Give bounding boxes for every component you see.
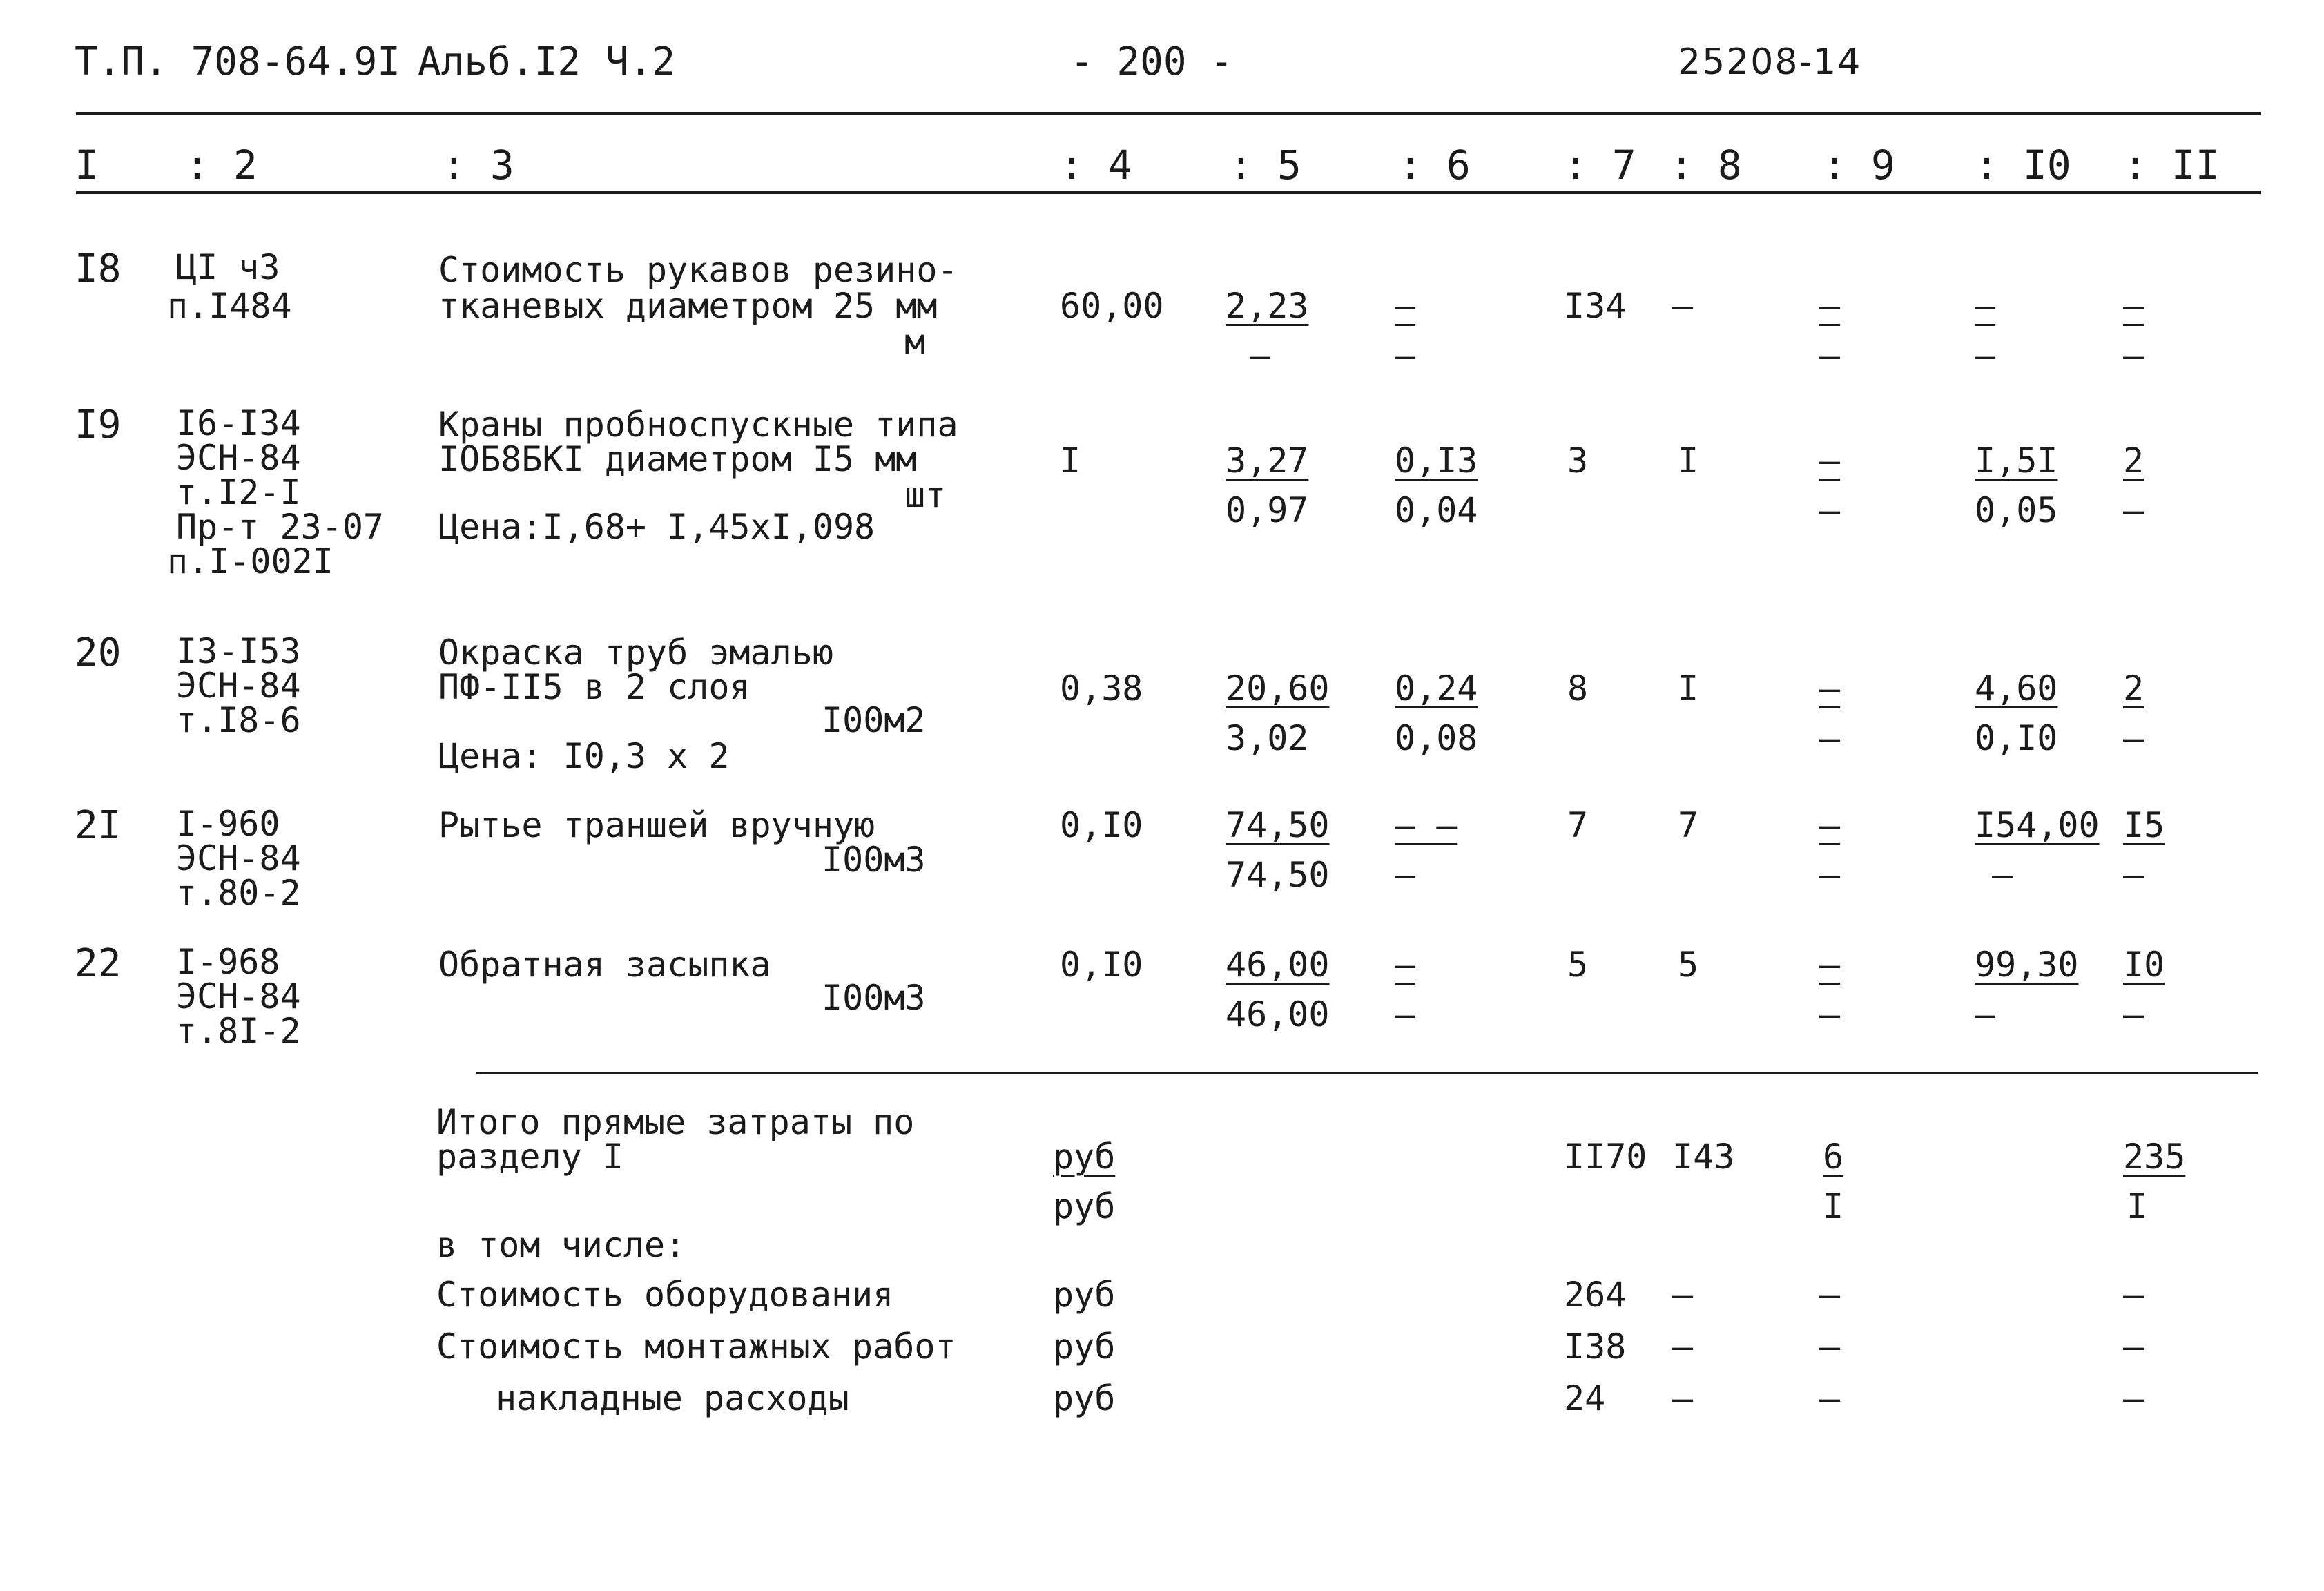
summary-item-col11: –: [2123, 1275, 2144, 1315]
row-col8: –: [1672, 286, 1694, 326]
row-code-line: I3-I53: [176, 631, 301, 671]
row-col11-bottom: –: [2123, 855, 2144, 895]
row-col7: 7: [1567, 805, 1589, 845]
row-code-line: т.80-2: [176, 873, 301, 913]
column-header-7: : 7: [1564, 142, 1636, 189]
row-col11-top: 2: [2123, 668, 2144, 708]
row-code-line: ЦI ч3: [176, 247, 280, 287]
row-col10-top: I54,00: [1975, 805, 2100, 845]
row-col6-bottom: –: [1395, 336, 1416, 376]
summary-total-label: Итого прямые затраты по: [436, 1102, 915, 1142]
row-code-line: ЭСН-84: [176, 666, 301, 706]
column-header-11: : II: [2123, 142, 2220, 189]
column-header-5: : 5: [1229, 142, 1301, 189]
row-col11-top: –: [2123, 286, 2144, 326]
row-code-line: I-960: [176, 804, 280, 844]
row-col6-bottom: –: [1395, 855, 1416, 895]
header-bottom-rule: [76, 191, 2261, 194]
column-header-1: I: [75, 142, 99, 189]
row-quantity: 0,I0: [1060, 805, 1143, 845]
row-col6-top: –: [1395, 286, 1416, 326]
column-header-6: : 6: [1398, 142, 1471, 189]
row-quantity: 0,38: [1060, 668, 1143, 708]
row-price-note: Цена: I0,3 x 2: [438, 736, 730, 776]
summary-total-label: разделу I: [436, 1137, 623, 1177]
row-col5-bottom: –: [1250, 336, 1271, 376]
row-col5-bottom: 46,00: [1226, 994, 1330, 1034]
album-number: Альб.I2: [418, 39, 581, 84]
row-col9-bottom: –: [1819, 490, 1841, 530]
row-col11-bottom: –: [2123, 490, 2144, 530]
row-col8: 5: [1678, 945, 1699, 985]
summary-item-label: Стоимость монтажных работ: [436, 1327, 956, 1367]
row-number: 22: [75, 941, 122, 986]
summary-total-col9-top: 6: [1823, 1137, 1844, 1177]
header-top-rule: [76, 112, 2261, 115]
row-col7: I34: [1564, 286, 1627, 326]
row-col9-bottom: –: [1819, 994, 1841, 1034]
row-col5-bottom: 3,02: [1226, 718, 1309, 758]
summary-item-col11: –: [2123, 1378, 2144, 1418]
column-header-3: : 3: [442, 142, 514, 189]
row-col11-bottom: –: [2123, 336, 2144, 376]
row-price-note: Цена:I,68+ I,45xI,098: [438, 507, 875, 547]
row-description-line: ПФ-II5 в 2 слоя: [438, 667, 751, 707]
row-description-line: IОБ8БКI диаметром I5 мм: [438, 439, 917, 479]
summary-item-unit: руб: [1053, 1327, 1116, 1367]
column-header-9: : 9: [1823, 142, 1895, 189]
summary-separator-rule: [476, 1072, 2258, 1074]
row-col9-bottom: –: [1819, 718, 1841, 758]
summary-item-label: Стоимость оборудования: [436, 1275, 894, 1315]
row-unit: I00м3: [822, 978, 926, 1018]
row-col5-top: 20,60: [1226, 668, 1330, 708]
summary-total-unit-top: руб: [1053, 1137, 1116, 1177]
row-col10-bottom: –: [1992, 855, 2013, 895]
row-col7: 5: [1567, 945, 1589, 985]
row-col6-top: – –: [1395, 805, 1458, 845]
row-col10-bottom: 0,I0: [1975, 718, 2058, 758]
summary-item-col9: –: [1819, 1275, 1841, 1315]
row-col6-top: 0,I3: [1395, 441, 1478, 481]
row-code-line: Пр-т 23-07: [176, 507, 385, 547]
row-unit: м: [904, 322, 926, 362]
row-col6-bottom: 0,08: [1395, 718, 1478, 758]
row-col8: 7: [1678, 805, 1699, 845]
row-col5-top: 74,50: [1226, 805, 1330, 845]
row-col7: 8: [1567, 668, 1589, 708]
row-col9-top: –: [1819, 668, 1841, 708]
summary-total-col11-top: 235: [2123, 1137, 2186, 1177]
row-number: 2I: [75, 803, 122, 848]
column-header-10: : I0: [1975, 142, 2071, 189]
row-number: I9: [75, 403, 122, 447]
row-col6-bottom: –: [1395, 994, 1416, 1034]
row-col10-top: 99,30: [1975, 945, 2079, 985]
summary-item-col7: 264: [1564, 1275, 1627, 1315]
summary-item-label: накладные расходы: [496, 1378, 849, 1418]
column-header-2: : 2: [185, 142, 258, 189]
summary-item-col9: –: [1819, 1378, 1841, 1418]
summary-item-col7: I38: [1564, 1327, 1627, 1367]
row-col10-top: 4,60: [1975, 668, 2058, 708]
page-number: - 200 -: [1070, 39, 1234, 84]
row-unit: шт: [904, 475, 947, 515]
row-col9-top: –: [1819, 286, 1841, 326]
column-header-4: : 4: [1060, 142, 1132, 189]
summary-item-col11: –: [2123, 1327, 2144, 1367]
row-col6-top: 0,24: [1395, 668, 1478, 708]
row-code-line: т.I2-I: [176, 472, 301, 512]
row-col8: I: [1678, 668, 1699, 708]
part-number: Ч.2: [606, 39, 676, 84]
row-code-line: т.8I-2: [176, 1011, 301, 1051]
row-col10-top: I,5I: [1975, 441, 2058, 481]
row-description-line: Окраска труб эмалью: [438, 633, 833, 673]
row-number: I8: [75, 247, 122, 291]
summary-item-col7: 24: [1564, 1378, 1606, 1418]
row-description-line: Обратная засыпка: [438, 945, 771, 985]
row-col10-bottom: –: [1975, 994, 1996, 1034]
row-col11-top: 2: [2123, 441, 2144, 481]
row-unit: I00м3: [822, 840, 926, 880]
row-code-line: ЭСН-84: [176, 438, 301, 478]
row-quantity: 60,00: [1060, 286, 1164, 326]
row-col10-bottom: 0,05: [1975, 490, 2058, 530]
row-code-line: п.I-002I: [167, 541, 333, 581]
summary-including-label: в том числе:: [436, 1225, 686, 1265]
row-quantity: I: [1060, 441, 1081, 481]
row-col9-bottom: –: [1819, 855, 1841, 895]
row-col11-top: I5: [2123, 805, 2165, 845]
row-col11-bottom: –: [2123, 718, 2144, 758]
row-description-line: Рытье траншей вручную: [438, 805, 875, 845]
row-col5-top: 3,27: [1226, 441, 1309, 481]
summary-total-col8: I43: [1672, 1137, 1735, 1177]
row-col9-top: –: [1819, 945, 1841, 985]
row-col11-bottom: –: [2123, 994, 2144, 1034]
summary-item-col8: –: [1672, 1378, 1694, 1418]
summary-total-col11-bottom: I: [2127, 1186, 2148, 1226]
row-col10-top: –: [1975, 286, 1996, 326]
row-code-line: т.I8-6: [176, 700, 301, 740]
summary-total-col7: II70: [1564, 1137, 1647, 1177]
summary-item-col8: –: [1672, 1327, 1694, 1367]
handwritten-code: 25208-14: [1678, 41, 1862, 83]
summary-item-col9: –: [1819, 1327, 1841, 1367]
row-code-line: I6-I34: [176, 403, 301, 443]
doc-reference: Т.П. 708-64.9I: [75, 39, 401, 84]
row-col9-top: –: [1819, 805, 1841, 845]
row-col5-top: 46,00: [1226, 945, 1330, 985]
row-col9-top: –: [1819, 441, 1841, 481]
row-description-line: Краны пробноспускные типа: [438, 405, 958, 445]
row-unit: I00м2: [822, 700, 926, 740]
row-code-line: п.I484: [167, 286, 292, 326]
row-quantity: 0,I0: [1060, 945, 1143, 985]
row-col5-bottom: 74,50: [1226, 855, 1330, 895]
row-col5-top: 2,23: [1226, 286, 1309, 326]
row-col6-bottom: 0,04: [1395, 490, 1478, 530]
row-number: 20: [75, 630, 122, 675]
row-col7: 3: [1567, 441, 1589, 481]
summary-total-unit-bottom: руб: [1053, 1186, 1116, 1226]
summary-item-unit: руб: [1053, 1378, 1116, 1418]
row-col10-bottom: –: [1975, 336, 1996, 376]
summary-item-unit: руб: [1053, 1275, 1116, 1315]
row-code-line: ЭСН-84: [176, 838, 301, 878]
row-col8: I: [1678, 441, 1699, 481]
summary-item-col8: –: [1672, 1275, 1694, 1315]
row-col9-bottom: –: [1819, 336, 1841, 376]
row-col11-top: I0: [2123, 945, 2165, 985]
row-code-line: ЭСН-84: [176, 976, 301, 1016]
row-description-line: тканевых диаметром 25 мм: [438, 286, 938, 326]
row-col5-bottom: 0,97: [1226, 490, 1309, 530]
column-header-8: : 8: [1669, 142, 1742, 189]
row-description-line: Стоимость рукавов резино-: [438, 250, 958, 290]
row-code-line: I-968: [176, 942, 280, 982]
summary-total-col9-bottom: I: [1823, 1186, 1844, 1226]
row-col6-top: –: [1395, 945, 1416, 985]
